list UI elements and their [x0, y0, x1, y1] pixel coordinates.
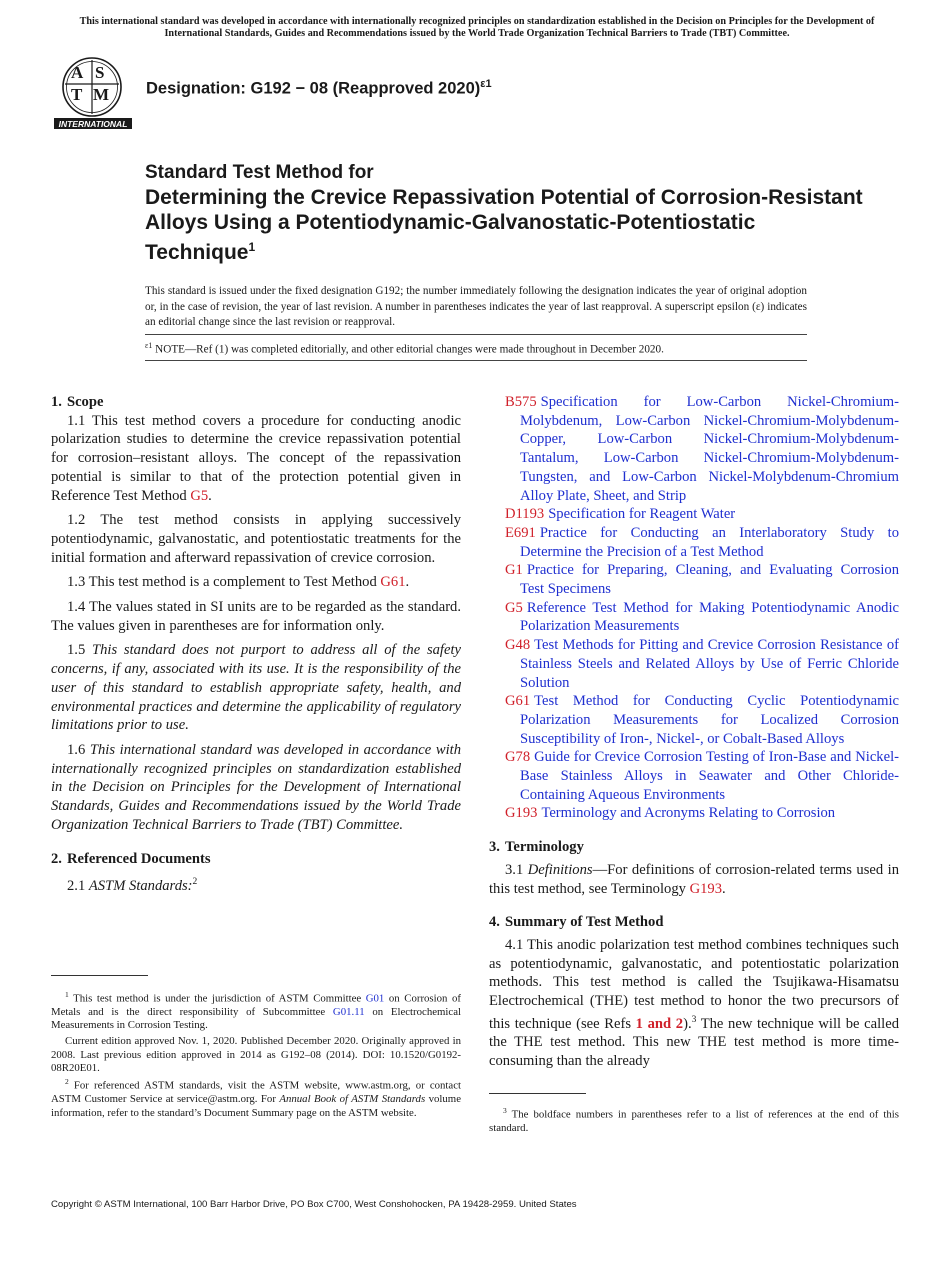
reference-item: [489, 636, 899, 692]
reference-item: [489, 561, 899, 598]
reference-title-link[interactable]: Terminology and Acronyms Relating to Corrosion: [541, 805, 836, 822]
link-g01[interactable]: G01: [365, 992, 385, 1005]
reference-title-link[interactable]: Practice for Preparing, Cleaning, and Evaluating Corrosion Test Specimens: [520, 562, 899, 598]
document-title: [145, 160, 865, 265]
reference-code-link[interactable]: D1193: [505, 506, 545, 523]
reference-item: [489, 748, 899, 804]
section-3-heading: 3. Terminology: [489, 839, 584, 856]
logo-letter-t: T: [71, 85, 83, 104]
para-4-1: 4.1 This anodic polarization test method combines techniques such as potentiodynamic, galvanostatic, and potentiostatic polarization methods. This test method is called the Tsujikawa-Hisamatsu Electrochemical (THE) test method to honor the two precursors of this technique (see Refs 1 and 2).$^3$ The new technique will be called the THE test method. This new THE test method is more time-consuming than the already: [489, 936, 900, 1070]
footnote-rule-left: [51, 975, 148, 976]
reference-item: [489, 804, 899, 823]
para-1-2: 1.2 The test method consists in applying successively potentiodynamic, galvanostatic, and potentiostatic treatments for the initial formation and afterward repassivation of crevice corrosion.: [51, 512, 461, 566]
link-g61[interactable]: G61: [380, 574, 406, 591]
reference-code-link[interactable]: G1: [505, 562, 523, 579]
reference-title-link[interactable]: Test Method for Conducting Cyclic Potentiodynamic Polarization Measurements for Localized Corrosion Susceptibility of Iron-, Nickel-, or Cobalt-Based Alloys: [520, 693, 899, 747]
link-g193-terminology[interactable]: G193: [689, 880, 723, 897]
title-footnote-mark: 1: [248, 240, 256, 254]
reference-title-link[interactable]: Specification for Reagent Water: [548, 506, 736, 523]
top-notice: This international standard was developed in accordance with internationally recognized principles on standardization established in the Decision on Principles for the Development of International Standards, Guides and Recommendations issued by the World Trade Organization Technical Barriers to Trade (TBT) Committee.: [79, 16, 875, 39]
logo-letter-m: M: [93, 85, 110, 104]
reference-code-link[interactable]: E691: [505, 524, 536, 541]
reference-title-link[interactable]: Reference Test Method for Making Potentiodynamic Anodic Polarization Measurements: [520, 599, 899, 635]
footnote-rule-right: [489, 1093, 586, 1094]
link-refs-1-and-2[interactable]: 1 and 2: [635, 1015, 684, 1032]
reference-code-link[interactable]: B575: [505, 394, 537, 410]
para-1-1: 1.1 This test method covers a procedure for conducting anodic polarization studies to determine the crevice repassivation potential for corrosion–resistant alloys. The concept of the repassivation potential is similar to that of the protection potential given in Reference Test Method G5.: [51, 412, 461, 504]
section-2-heading: 2. Referenced Documents: [51, 851, 211, 868]
reference-item: [489, 505, 899, 524]
section-1-heading: 1. Scope: [51, 394, 104, 410]
reference-code-link[interactable]: G5: [505, 599, 523, 616]
footnote-1-edition: Current edition approved Nov. 1, 2020. Published December 2020. Originally approved in 2008. Last previous edition approved in 2014 as G192–08 (2014). DOI: 10.1520/G0192-08R20E01.: [51, 1035, 461, 1075]
logo-letter-s: S: [95, 63, 105, 82]
designation: [146, 78, 492, 99]
reference-code-link[interactable]: G78: [505, 749, 531, 766]
astm-logo-icon: [54, 56, 134, 132]
editorial-note: [145, 334, 807, 361]
title-line-1: Standard Test Method for: [145, 162, 374, 183]
designation-epsilon: ε1: [480, 78, 492, 90]
reference-item: [489, 393, 899, 505]
para-2-1: 2.1 ASTM Standards:$^2$: [67, 877, 198, 895]
reference-title-link[interactable]: Specification for Low-Carbon Nickel-Chromium-Molybdenum, Low-Carbon Nickel-Chromium-Molybdenum-Copper, Low-Carbon Nickel-Chromium-Molybdenum-Tantalum, Low-Carbon Nickel-Chromium-Molybdenum-Tungsten, and Low-Carbon Nickel-Molybdenum-Chromium Alloy Plate, Sheet, and Strip: [520, 394, 899, 504]
reference-item: [489, 692, 899, 748]
reference-code-link[interactable]: G61: [505, 693, 531, 710]
editorial-note-mark: ε1: [145, 341, 153, 350]
link-g01-11[interactable]: G01.11: [332, 1005, 365, 1018]
issued-note: This standard is issued under the fixed designation G192; the number immediately following the designation indicates the year of original adoption or, in the case of revision, the year of last revision. A number in parentheses indicates the year of last reapproval. A superscript epsilon (ε) indicates an editorial change since the last revision or reapproval.: [145, 285, 807, 328]
reference-item: [489, 524, 899, 561]
footnotes-left: [51, 988, 461, 1120]
referenced-standards-list: [489, 393, 899, 823]
para-1-3: 1.3 This test method is a complement to Test Method G61.: [67, 574, 410, 591]
right-column: [489, 393, 899, 1071]
reference-title-link[interactable]: Guide for Crevice Corrosion Testing of Iron-Base and Nickel-Base Stainless Alloys in Seawater and Other Chloride-Containing Aqueous Environments: [520, 749, 899, 803]
para-1-4: 1.4 The values stated in SI units are to be regarded as the standard. The values given in parentheses are for information only.: [51, 599, 461, 634]
footnotes-right: [489, 1104, 899, 1135]
designation-text: Designation: G192 − 08 (Reapproved 2020): [146, 79, 481, 98]
footnote-1: $^1$ This test method is under the jurisdiction of ASTM Committee G01 on Corrosion of Metals and is the direct responsibility of Subcommittee G01.11 on Electrochemical Measurements in Corrosion Testing.: [51, 990, 461, 1032]
reference-code-link[interactable]: G48: [505, 637, 531, 654]
copyright: Copyright © ASTM International, 100 Barr Harbor Drive, PO Box C700, West Conshohocken, PA 19428-2959. United States: [51, 1199, 577, 1210]
title-line-2: Determining the Crevice Repassivation Potential of Corrosion-Resistant Alloys Using a Potentiodynamic-Galvanostatic-Potentiostatic Technique: [145, 186, 863, 264]
section-4-heading: 4. Summary of Test Method: [489, 914, 664, 931]
para-3-1: 3.1 Definitions—For definitions of corrosion-related terms used in this test method, see Terminology G193.: [489, 861, 899, 897]
para-1-5: 1.5 This standard does not purport to address all of the safety concerns, if any, associated with its use. It is the responsibility of the user of this standard to establish appropriate safety, health, and environmental practices and determine the applicability of regulatory limitations prior to use.: [51, 642, 461, 734]
editorial-note-text: NOTE—Ref (1) was completed editorially, and other editorial changes were made throughout in December 2020.: [152, 343, 664, 356]
left-column: [51, 393, 461, 896]
footnote-2: $^2$ For referenced ASTM standards, visit the ASTM website, www.astm.org, or contact ASTM Customer Service at service@astm.org. For Annual Book of ASTM Standards volume information, refer to the standard’s Document Summary page on the ASTM website.: [51, 1077, 461, 1119]
reference-title-link[interactable]: Test Methods for Pitting and Crevice Corrosion Resistance of Stainless Steels and Related Alloys by Use of Ferric Chloride Solution: [520, 637, 899, 691]
reference-item: [489, 599, 899, 636]
reference-code-link[interactable]: G193: [505, 805, 538, 822]
logo-subtext: INTERNATIONAL: [58, 119, 128, 129]
astm-logo: [54, 56, 134, 132]
link-g5[interactable]: G5: [190, 487, 209, 504]
footnote-3: $^3$ The boldface numbers in parentheses refer to a list of references at the end of this standard.: [489, 1106, 899, 1134]
reference-title-link[interactable]: Practice for Conducting an Interlaboratory Study to Determine the Precision of a Test Method: [520, 524, 899, 560]
logo-letter-a: A: [71, 63, 84, 82]
para-1-6: 1.6 This international standard was developed in accordance with internationally recognized principles on standardization established in the Decision on Principles for the Development of International Standards, Guides and Recommendations issued by the World Trade Organization Technical Barriers to Trade (TBT) Committee.: [51, 741, 462, 833]
